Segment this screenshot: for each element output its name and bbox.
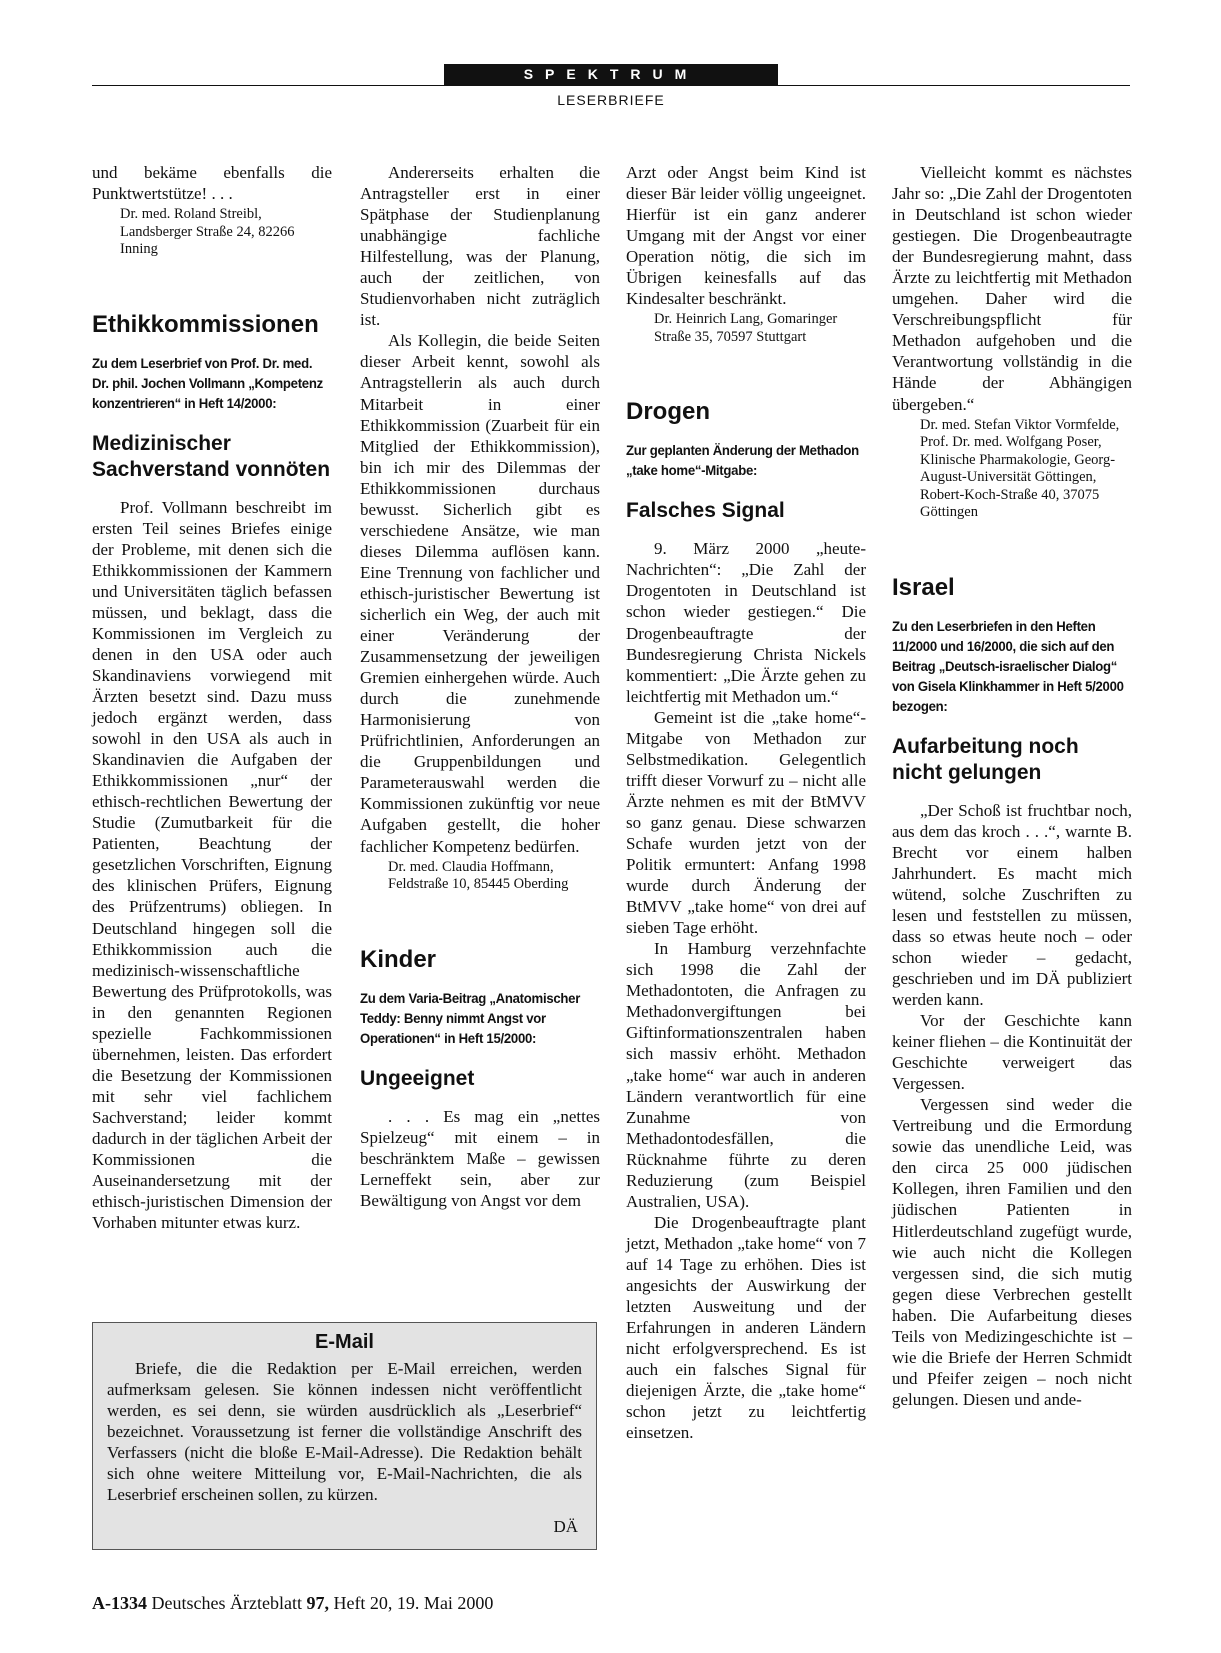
letter-paragraph: Vor der Geschichte kann keiner fliehen – die Kontinuität der Geschichte verweigert das Vergessen.	[892, 1011, 1132, 1094]
column-3	[626, 162, 866, 1443]
page-header	[92, 64, 1130, 124]
letter-reference: Zu den Leserbriefen in den Heften 11/2000 und 16/2000, die sich auf den Beitrag „Deutsch-israelischer Dialog“ von Gisela Klinkhammer in Heft 5/2000 bezogen:	[892, 617, 1124, 714]
email-notice-title: E-Mail	[315, 1331, 374, 1353]
column-2	[360, 162, 600, 1211]
header-rule	[92, 85, 1130, 86]
column-1	[92, 162, 332, 1233]
letter-title: Aufarbeitung noch nicht gelungen	[892, 734, 1079, 784]
journal-name: Deutsches Ärzteblatt	[151, 1593, 302, 1613]
topic-heading: Ethikkommissionen	[92, 310, 319, 338]
letter-continuation: und bekäme ebenfalls die Punktwertstütze! . . .	[92, 163, 332, 204]
letter-paragraph: Arzt oder Angst beim Kind ist dieser Bär leider völlig ungeeignet. Hierfür ist ein ganz anderer Umgang mit der Angst vor einer Operation nötig, die sich im Übrigen keinesfalls auf das Kindesalter beschränkt.	[626, 163, 866, 309]
letter-title: Medizinischer Sachverstand vonnöten	[92, 431, 331, 481]
letter-paragraph: „Der Schoß ist fruchtbar noch, aus dem das kroch . . .“, warnte B. Brecht vor einem halben Jahrhundert. Es macht mich wütend, solche Zuschriften zu lesen und feststellen zu müssen, dass so etwas heute noch – oder schon wieder – gedacht, geschrieben und im DÄ publiziert werden kann.	[892, 800, 1132, 1009]
letter-paragraph: 9. März 2000 „heute-Nachrichten“: „Die Zahl der Drogentoten in Deutschland ist schon wieder gestiegen.“ Die Drogenbeauftragte der Bundesregierung Christa Nickels kommentiert: „Die Ärzte gehen zu leichtfertig mit Methadon um.“	[626, 539, 866, 706]
letter-paragraph: Andererseits erhalten die Antragsteller erst in einer Spätphase der Studienplanung unabhängige fachliche Hilfestellung, was der Planung, auch der zeitlichen, von Studienvorhaben nicht zuträglich ist.	[360, 163, 600, 330]
letter-body: . . . Es mag ein „nettes Spielzeug“ mit einem – in beschränktem Maße – gewissen Lerneffekt sein, aber zur Bewältigung von Angst vor dem	[360, 1106, 600, 1210]
letter-paragraph: Vergessen sind weder die Vertreibung und die Ermordung sowie das unendliche Leid, was den circa 25 000 jüdischen Kollegen, ihren Familien und den jüdischen Patienten in Hitlerdeutschland zugefügt wurde, wie auch nicht die Kollegen vergessen sind, die sich mutig gegen diese Verbrechen gestellt haben. Die Aufarbeitung dieses Teils von Medizingeschichte ist – wie die Briefe der Herren Schmidt und Pfeifer zeigen – noch nicht gelungen. Diesen und ande-	[892, 1095, 1132, 1409]
email-notice-sign: DÄ	[553, 1517, 578, 1536]
journal-volume: 97,	[306, 1593, 329, 1613]
page-footer	[92, 1593, 493, 1614]
letter-paragraph: Als Kollegin, die beide Seiten dieser Arbeit kennt, sowohl als Antragstellerin als auch durch Mitarbeit in einer Ethikkommission (Zuarbeit für ein Mitglied der Ethikkommission), bin ich mir des Dilemmas der Ethikkommissionen durchaus bewusst. Sicherlich gibt es verschiedene Ansätze, wie man dieses Dilemma auflösen kann. Eine Trennung von fachlicher und ethisch-juristischer Bewertung ist sicherlich ein Weg, der auch mit einer Veränderung der Zusammensetzung der jeweiligen Gremien einhergehen würde. Auch durch die zunehmende Harmonisierung von Prüfrichtlinien, Anforderungen an die Gruppenbildungen und Parameterauswahl werden die Kommissionen zukünftig vor neue Aufgaben gestellt, die hoher fachlicher Kompetenz bedürfen.	[360, 331, 600, 856]
letter-paragraph: Die Drogenbeauftragte plant jetzt, Methadon „take home“ von 7 auf 14 Tage zu erhöhen. Dies ist angesichts der Auswirkung der letzten Ausweitung und der Erfahrungen in anderen Ländern nicht erfolgversprechend. Es ist auch ein falsches Signal für diejenigen Ärzte, die „take home“ schon jetzt zu leichtfertig einsetzen.	[626, 1212, 866, 1443]
topic-heading: Kinder	[360, 945, 437, 973]
topic-heading: Israel	[892, 573, 955, 601]
letter-body: Prof. Vollmann beschreibt im ersten Teil seines Briefes einige der Probleme, mit denen sich die Ethikkommissionen der Kammern und Universitäten täglich befassen müssen, und beklagt, dass die Kommissionen im Vergleich zu denen in den USA oder auch Skandinaviens vorwiegend mit Ärzten besetzt sind. Dazu muss jedoch ergänzt werden, dass sowohl in den USA als auch in Skandinavien die Aufgaben der Ethikkommissionen „nur“ der ethisch-rechtlichen Bewertung der Studie (Zumutbarkeit für die Patienten, Beachtung der gesetzlichen Vorschriften, Eignung des klinischen Prüfers, Eignung des Prüfzentrums) obliegen. In Deutschland hingegen soll die Ethikkommission auch die medizinisch-wissenschaftliche Bewertung des Prüfprotokolls, was in den genannten Regionen spezielle Fachkommissionen übernehmen, leisten. Das erfordert die Besetzung der Kommissionen mit sehr viel fachlichem Sachverstand; leider kommt dadurch in der täglichen Arbeit der Kommissionen die Auseinandersetzung mit der ethisch-juristischen Dimension der Vorhaben mitunter etwas kurz.	[92, 497, 332, 1233]
letter-paragraph: Gemeint ist die „take home“-Mitgabe von Methadon zur Selbstmedikation. Gelegentlich trifft dieser Vorwurf zu – nicht alle Ärzte nehmen es mit der BtMVV so ganz genau. Diese schwarzen Schafe wurden jetzt von der Politik ermuntert: Anfang 1998 wurde durch Änderung der BtMVV „take home“ von drei auf sieben Tage erhöht.	[626, 707, 866, 938]
topic-heading: Drogen	[626, 398, 710, 426]
letter-reference: Zu dem Varia-Beitrag „Anatomischer Teddy: Benny nimmt Angst vor Operationen“ in Heft 15/2000:	[360, 989, 581, 1046]
letter-title: Falsches Signal	[626, 499, 785, 523]
section-title: SPEKTRUM	[444, 64, 778, 85]
letter-signature: Dr. Heinrich Lang, Gomaringer Straße 35, 70597 Stuttgart	[654, 311, 838, 345]
letter-paragraph: Vielleicht kommt es nächstes Jahr so: „Die Zahl der Drogentoten in Deutschland ist schon wieder gestiegen. Die Drogenbeautragte der Bundesregierung mahnt, dass Ärzte zu leichtfertig mit Methadon umgehen. Daher wird die Verschreibungspflicht für Methadon aufgehoben und die Verantwortung vollständig in die Hände der Abhängigen übergeben.“	[892, 163, 1132, 414]
letter-signature: Dr. med. Stefan Viktor Vormfelde, Prof. Dr. med. Wolfgang Poser, Klinische Pharmakologie, Georg-August-Universität Göttingen, Robert-Koch-Straße 40, 37075 Göttingen	[920, 416, 1120, 521]
journal-issue: Heft 20, 19. Mai 2000	[333, 1593, 494, 1613]
column-4	[892, 162, 1132, 1410]
email-notice-body: Briefe, die die Redaktion per E-Mail erreichen, werden aufmerksam gelesen. Sie können indessen nicht veröffentlicht werden, es sei denn, sie würden ausdrücklich als „Leserbrief“ bezeichnet. Voraussetzung ist ferner die vollständige Anschrift des Verfassers (nicht die bloße E-Mail-Adresse). Die Redaktion behält sich ohne weitere Mitteilung vor, E-Mail-Nachrichten, die als Leserbrief erscheinen sollen, zu kürzen.	[107, 1359, 582, 1504]
letter-title: Ungeeignet	[360, 1066, 475, 1090]
subsection-title: LESERBRIEFE	[557, 92, 665, 108]
letter-signature: Dr. med. Claudia Hoffmann, Feldstraße 10, 85445 Oberding	[388, 858, 569, 893]
letter-reference: Zu dem Leserbrief von Prof. Dr. med. Dr. phil. Jochen Vollmann „Kompetenz konzentrieren“ in Heft 14/2000:	[92, 354, 323, 411]
letter-paragraph: In Hamburg verzehnfachte sich 1998 die Zahl der Methadontoten, die Anfragen zu Methadonvergiftungen bei Giftinformationszentralen haben sich massiv erhöht. Methadon „take home“ war auch in anderen Ländern verantwortlich für eine Zunahme von Methadontodesfällen, die Rücknahme führte zu deren Reduzierung (zum Beispiel Australien, USA).	[626, 939, 866, 1211]
page-number: A-1334	[92, 1593, 147, 1613]
letter-reference: Zur geplanten Änderung der Methadon „take home“-Mitgabe:	[626, 442, 859, 479]
letter-signature: Dr. med. Roland Streibl, Landsberger Straße 24, 82266 Inning	[120, 206, 295, 258]
email-notice-box	[92, 1322, 597, 1550]
